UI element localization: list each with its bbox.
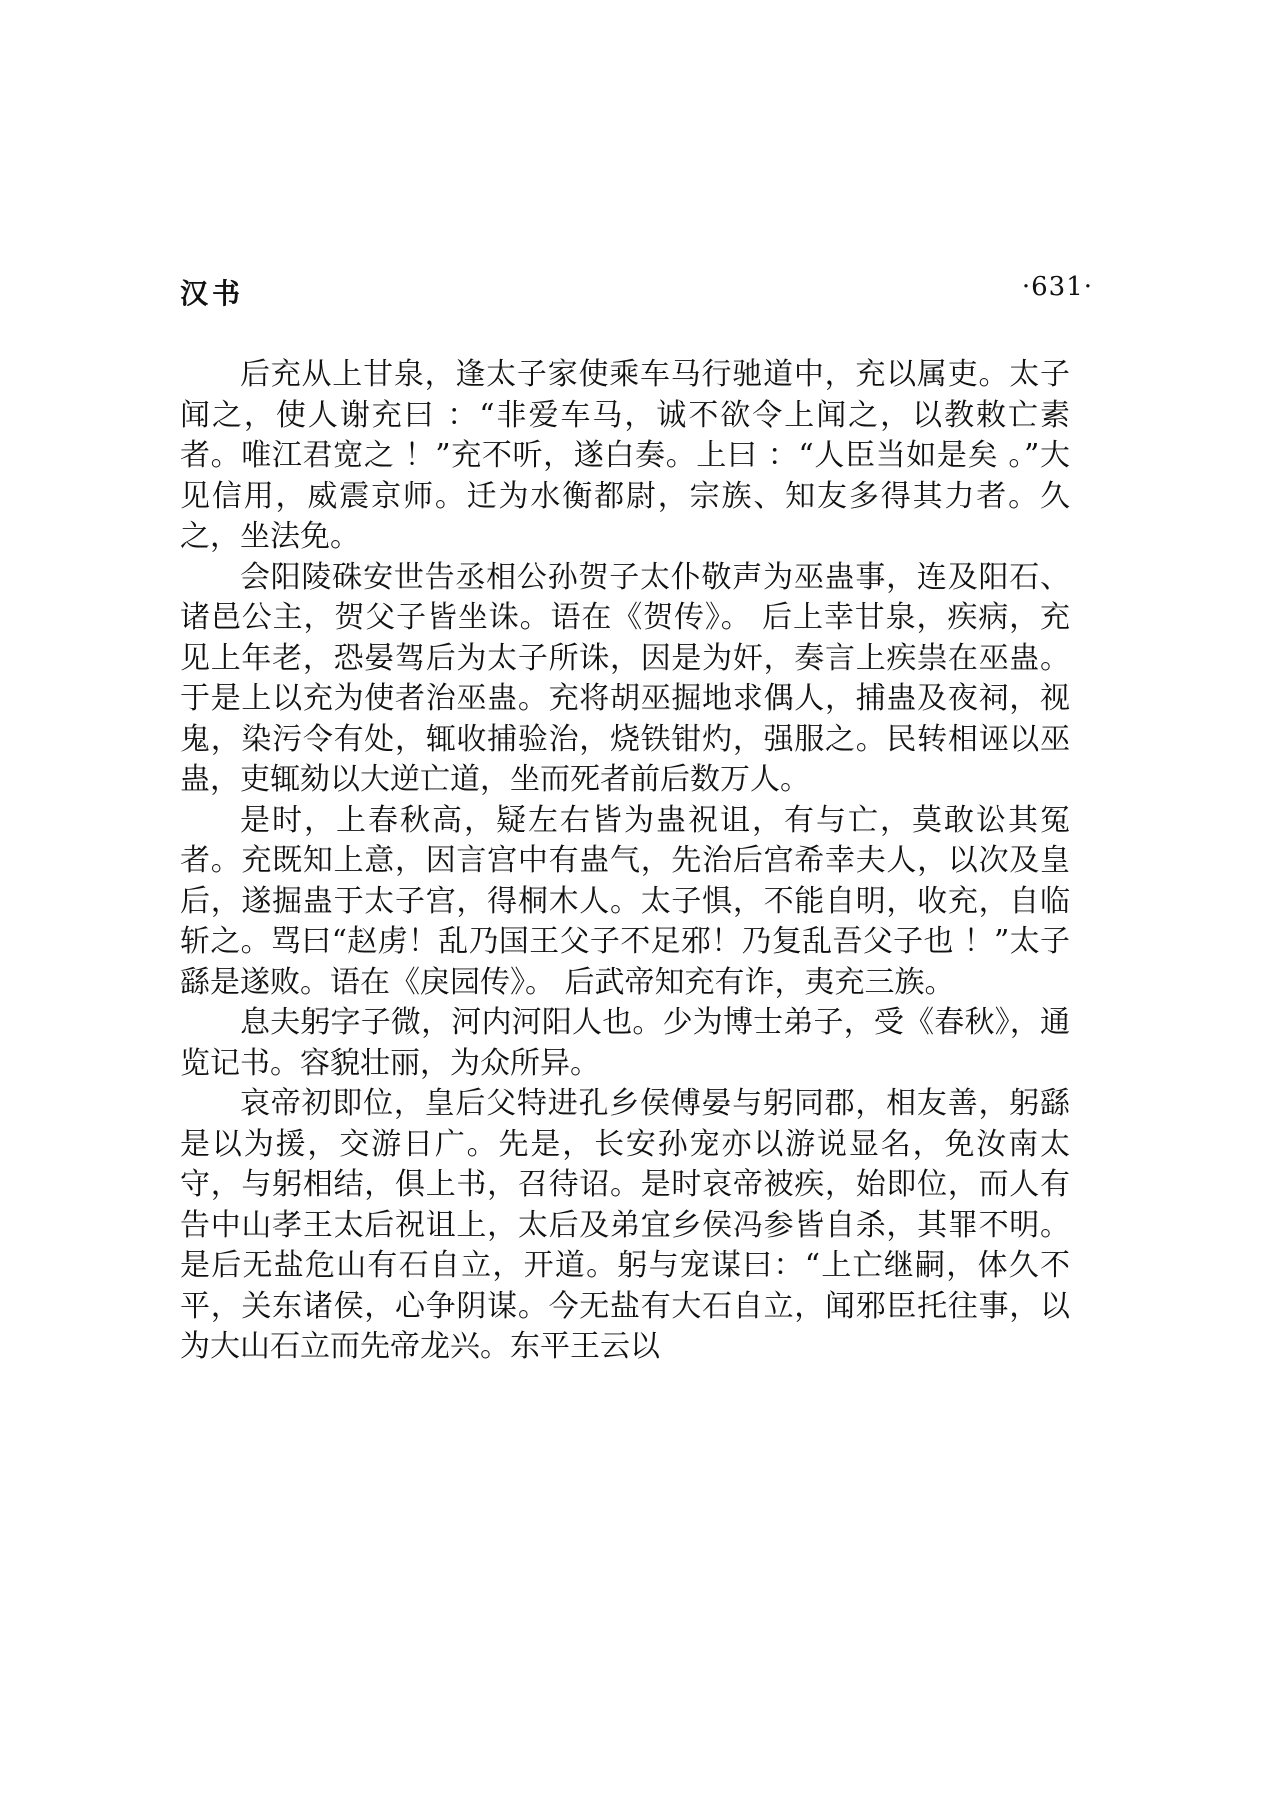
paragraph: 是时，上春秋高，疑左右皆为蛊祝诅，有与亡，莫敢讼其冤者。充既知上意，因言宫中有蛊气，先治后宫希幸夫人，以次及皇后，遂掘蛊于太子宫，得桐木人。太子惧，不能自明，收充，自临斩之。骂曰“赵虏！乱乃国王父子不足邪！乃复乱吾父子也 ！”太子繇是遂败。语在《戾园传》。 后武帝知充有诈，夷充三族。 — [180, 802, 1070, 1000]
page-number: ·631· — [1021, 272, 1093, 302]
paragraph: 后充从上甘泉，逢太子家使乘车马行驰道中，充以属吏。太子闻之，使人谢充曰 ：“非爱车马，诚不欲令上闻之，以教敕亡素者。唯江君宽之 ！”充不听，遂白奏。上曰 ：“人臣当如是矣 。”大见信用，威震京师。迁为水衡都尉，宗族、知友多得其力者。久之，坐法免。 — [180, 357, 1070, 554]
paragraph: 息夫躬字子微，河内河阳人也。少为博士弟子，受《春秋》，通览记书。容貌壮丽，为众所异。 — [180, 1005, 1070, 1081]
paragraph: 会阳陵硃安世告丞相公孙贺子太仆敬声为巫蛊事，连及阳石、诸邑公主，贺父子皆坐诛。语在《贺传》。 后上幸甘泉，疾病，充见上年老，恐晏驾后为太子所诛，因是为奸，奏言上疾祟在巫蛊。于是上以充为使者治巫蛊。充将胡巫掘地求偶人，捕蛊及夜祠，视鬼，染污令有处，辄收捕验治，烧铁钳灼，强服之。民转相诬以巫蛊，吏辄劾以大逆亡道，坐而死者前后数万人。 — [180, 559, 1070, 797]
body-text — [180, 355, 1070, 1368]
paragraph: 哀帝初即位，皇后父特进孔乡侯傅晏与躬同郡，相友善，躬繇是以为援，交游日广。先是，长安孙宠亦以游说显名，免汝南太守，与躬相结，俱上书，召待诏。是时哀帝被疾，始即位，而人有告中山孝王太后祝诅上，太后及弟宜乡侯冯参皆自杀，其罪不明。是后无盐危山有石自立，开道。躬与宠谋曰：“上亡继嗣，体久不平，关东诸侯，心争阴谋。今无盐有大石自立，闻邪臣托往事，以为大山石立而先帝龙兴。东平王云以 — [180, 1086, 1070, 1364]
running-head: 汉书 — [180, 277, 245, 310]
